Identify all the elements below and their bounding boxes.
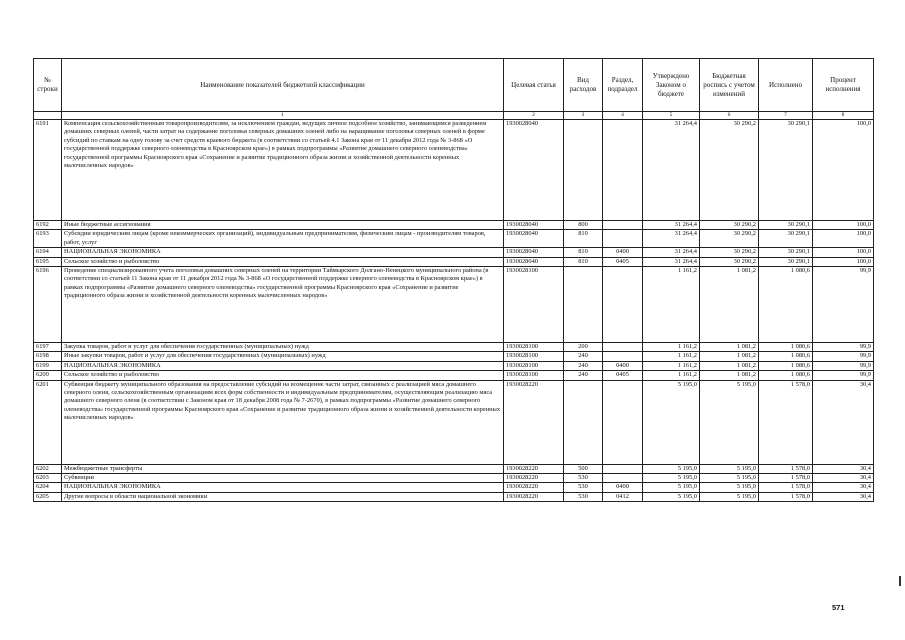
row-number: 6198 (34, 352, 62, 361)
row-executed: 30 290,1 (759, 257, 813, 266)
row-name: Проведение специализированного учета поголовья домашних северных оленей на территории Таймырского Долгано-Ненецкого муниципального района (в соответствии со статьей 11 Закона края от 11 декабря 2012 года № 3-868 «О государственной поддержке северного оленеводства в Красноярском крае») в рамках подпрограммы «Развитие домашнего северного оленеводства» государственной программы Красноярского края «Сохранение и развитие традиционного образа жизни и хозяйственной деятельности коренных малочисленных народов» (62, 267, 504, 343)
col-num: 5 (643, 112, 700, 120)
row-target: 1930028220 (504, 474, 564, 483)
row-executed: 30 290,1 (759, 120, 813, 221)
row-approved: 5 195,0 (643, 483, 700, 492)
row-target: 1930028220 (504, 464, 564, 473)
row-name: НАЦИОНАЛЬНАЯ ЭКОНОМИКА (62, 361, 504, 370)
row-approved: 31 264,4 (643, 230, 700, 248)
table-row (34, 230, 874, 248)
row-expense-type: 810 (564, 230, 603, 248)
col-num: 2 (504, 112, 564, 120)
row-number: 6205 (34, 492, 62, 501)
row-percent: 100,0 (813, 257, 874, 266)
row-target: 1930028040 (504, 230, 564, 248)
row-name: Субсидии юридическим лицам (кроме некоммерческих организаций), индивидуальным предпринимателям, физическим лицам - производителям товаров, работ, услуг (62, 230, 504, 248)
row-schedule: 30 290,2 (700, 120, 759, 221)
row-executed: 30 290,1 (759, 248, 813, 257)
row-schedule: 1 081,2 (700, 343, 759, 352)
row-percent: 99,9 (813, 267, 874, 343)
row-approved: 1 161,2 (643, 267, 700, 343)
table-row (34, 474, 874, 483)
row-expense-type: 530 (564, 483, 603, 492)
row-section: 0400 (603, 361, 643, 370)
row-schedule: 30 290,2 (700, 248, 759, 257)
row-approved: 1 161,2 (643, 343, 700, 352)
header-name: Наименование показателей бюджетной классификации (62, 59, 504, 112)
row-approved: 5 195,0 (643, 464, 700, 473)
budget-table (33, 58, 874, 502)
row-executed: 1 578,0 (759, 380, 813, 464)
table-row (34, 464, 874, 473)
row-section: 0400 (603, 248, 643, 257)
row-schedule: 5 195,0 (700, 474, 759, 483)
row-name: НАЦИОНАЛЬНАЯ ЭКОНОМИКА (62, 483, 504, 492)
col-num: 3 (564, 112, 603, 120)
row-name: НАЦИОНАЛЬНАЯ ЭКОНОМИКА (62, 248, 504, 257)
header-executed: Исполнено (759, 59, 813, 112)
table-row (34, 120, 874, 221)
page-number: 571 (832, 603, 845, 612)
row-number: 6200 (34, 371, 62, 380)
row-executed: 1 080,6 (759, 267, 813, 343)
row-executed: 1 578,0 (759, 474, 813, 483)
row-expense-type: 240 (564, 371, 603, 380)
row-percent: 30,4 (813, 380, 874, 464)
row-percent: 100,0 (813, 230, 874, 248)
table-row (34, 352, 874, 361)
row-expense-type (564, 380, 603, 464)
row-expense-type: 810 (564, 257, 603, 266)
row-executed: 1 578,0 (759, 464, 813, 473)
row-executed: 30 290,1 (759, 221, 813, 230)
table-row (34, 343, 874, 352)
header-section: Раздел, подраздел (603, 59, 643, 112)
row-schedule: 30 290,2 (700, 230, 759, 248)
row-section: 0400 (603, 483, 643, 492)
row-section (603, 267, 643, 343)
row-name: Другие вопросы в области национальной экономики (62, 492, 504, 501)
row-section: 0405 (603, 257, 643, 266)
row-expense-type (564, 120, 603, 221)
row-number: 6193 (34, 230, 62, 248)
row-expense-type: 530 (564, 474, 603, 483)
row-percent: 100,0 (813, 221, 874, 230)
row-section: 0412 (603, 492, 643, 501)
row-approved: 31 264,4 (643, 257, 700, 266)
row-schedule: 1 081,2 (700, 352, 759, 361)
row-number: 6195 (34, 257, 62, 266)
row-section (603, 474, 643, 483)
row-percent: 30,4 (813, 492, 874, 501)
table-row (34, 380, 874, 464)
header-target: Целевая статья (504, 59, 564, 112)
row-approved: 1 161,2 (643, 352, 700, 361)
row-name: Межбюджетные трансферты (62, 464, 504, 473)
row-number: 6199 (34, 361, 62, 370)
row-percent: 30,4 (813, 474, 874, 483)
row-section (603, 221, 643, 230)
col-num: 7 (759, 112, 813, 120)
row-approved: 31 264,4 (643, 120, 700, 221)
row-target: 1930028040 (504, 221, 564, 230)
header-row-no: № строки (34, 59, 62, 112)
table-row (34, 248, 874, 257)
row-expense-type: 500 (564, 464, 603, 473)
page-edge-mark (899, 576, 901, 586)
row-executed: 1 578,0 (759, 492, 813, 501)
row-executed: 1 578,0 (759, 483, 813, 492)
row-schedule: 5 195,0 (700, 380, 759, 464)
header-row (34, 59, 874, 112)
row-target: 1930028220 (504, 380, 564, 464)
row-target: 1930028100 (504, 361, 564, 370)
row-number: 6202 (34, 464, 62, 473)
row-expense-type: 800 (564, 221, 603, 230)
row-approved: 1 161,2 (643, 371, 700, 380)
row-target: 1930028100 (504, 371, 564, 380)
header-schedule: Бюджетная роспись с учетом изменений (700, 59, 759, 112)
row-target: 1930028040 (504, 257, 564, 266)
row-name: Субвенция бюджету муниципального образования на предоставление субсидий на возмещение части затрат, связанных с реализацией мяса домашнего северного оленя, сельскохозяйственным организациям всех форм собственности и индивидуальным предпринимателям, осуществляющим реализацию мяса домашнего северного оленя (в соответствии с Законом края от 18 декабря 2008 года № 7-2670), в рамках подпрограммы «Развитие домашнего северного оленеводства» государственной программы Красноярского края «Сохранение и развитие традиционного образа жизни и хозяйственной деятельности коренных малочисленных народов» (62, 380, 504, 464)
row-executed: 1 080,6 (759, 352, 813, 361)
row-number: 6192 (34, 221, 62, 230)
column-number-row (34, 112, 874, 120)
row-percent: 99,9 (813, 371, 874, 380)
row-percent: 30,4 (813, 464, 874, 473)
row-approved: 31 264,4 (643, 221, 700, 230)
row-executed: 1 080,6 (759, 361, 813, 370)
row-section (603, 380, 643, 464)
row-number: 6194 (34, 248, 62, 257)
row-target: 1930028100 (504, 343, 564, 352)
row-expense-type: 240 (564, 361, 603, 370)
row-number: 6204 (34, 483, 62, 492)
row-section (603, 464, 643, 473)
row-schedule: 30 290,2 (700, 221, 759, 230)
row-section (603, 230, 643, 248)
row-percent: 99,9 (813, 361, 874, 370)
col-num: 6 (700, 112, 759, 120)
row-number: 6191 (34, 120, 62, 221)
table-row (34, 221, 874, 230)
row-schedule: 5 195,0 (700, 483, 759, 492)
row-expense-type (564, 267, 603, 343)
row-target: 1930028040 (504, 120, 564, 221)
col-num (34, 112, 62, 120)
row-target: 1930028220 (504, 483, 564, 492)
row-percent: 30,4 (813, 483, 874, 492)
row-percent: 100,0 (813, 248, 874, 257)
row-expense-type: 530 (564, 492, 603, 501)
row-name: Сельское хозяйство и рыболовство (62, 257, 504, 266)
row-name: Иные закупки товаров, работ и услуг для обеспечения государственных (муниципальных) нужд (62, 352, 504, 361)
row-schedule: 1 081,2 (700, 361, 759, 370)
row-number: 6197 (34, 343, 62, 352)
row-schedule: 1 081,2 (700, 267, 759, 343)
row-name: Закупка товаров, работ и услуг для обеспечения государственных (муниципальных) нужд (62, 343, 504, 352)
row-approved: 31 264,4 (643, 248, 700, 257)
header-expense-type: Вид расходов (564, 59, 603, 112)
row-approved: 5 195,0 (643, 492, 700, 501)
header-percent: Процент исполнения (813, 59, 874, 112)
row-section: 0405 (603, 371, 643, 380)
row-executed: 1 080,6 (759, 343, 813, 352)
row-section (603, 343, 643, 352)
row-target: 1930028220 (504, 492, 564, 501)
row-approved: 5 195,0 (643, 380, 700, 464)
row-percent: 99,9 (813, 343, 874, 352)
row-schedule: 5 195,0 (700, 464, 759, 473)
row-executed: 30 290,1 (759, 230, 813, 248)
table-row (34, 371, 874, 380)
row-name: Сельское хозяйство и рыболовство (62, 371, 504, 380)
row-section (603, 120, 643, 221)
row-name: Иные бюджетные ассигнования (62, 221, 504, 230)
table-row (34, 257, 874, 266)
row-number: 6201 (34, 380, 62, 464)
row-name: Компенсация сельскохозяйственным товаропроизводителям, за исключением граждан, ведущих личное подсобное хозяйство, занимающимся разведением домашних северных оленей, части затрат на содержание поголовья северных домашних оленей либо на наращивание поголовья северных оленей в форме субсидий по ставкам на одну голову за счет средств краевого бюджета (в соответствии со статьей 4.1 Закона края от 11 декабря 2012 года № 3-868 «О государственной поддержке северного оленеводства в Красноярском крае») в рамках подпрограммы «Развитие домашнего северного оленеводства» государственной программы Красноярского края «Сохранение и развитие традиционного образа жизни и хозяйственной деятельности коренных малочисленных народов» (62, 120, 504, 221)
row-expense-type: 240 (564, 352, 603, 361)
row-approved: 1 161,2 (643, 361, 700, 370)
col-num: 4 (603, 112, 643, 120)
row-schedule: 5 195,0 (700, 492, 759, 501)
row-schedule: 30 290,2 (700, 257, 759, 266)
table-row (34, 361, 874, 370)
row-executed: 1 080,6 (759, 371, 813, 380)
table-row (34, 483, 874, 492)
row-expense-type: 200 (564, 343, 603, 352)
row-approved: 5 195,0 (643, 474, 700, 483)
row-percent: 99,9 (813, 352, 874, 361)
row-expense-type: 810 (564, 248, 603, 257)
row-target: 1930028100 (504, 352, 564, 361)
table-row (34, 267, 874, 343)
row-percent: 100,0 (813, 120, 874, 221)
table-row (34, 492, 874, 501)
row-name: Субвенции (62, 474, 504, 483)
row-target: 1930028100 (504, 267, 564, 343)
header-approved: Утверждено Законом о бюджете (643, 59, 700, 112)
row-number: 6196 (34, 267, 62, 343)
col-num: 8 (813, 112, 874, 120)
col-num: 1 (62, 112, 504, 120)
row-target: 1930028040 (504, 248, 564, 257)
row-schedule: 1 081,2 (700, 371, 759, 380)
row-number: 6203 (34, 474, 62, 483)
row-section (603, 352, 643, 361)
